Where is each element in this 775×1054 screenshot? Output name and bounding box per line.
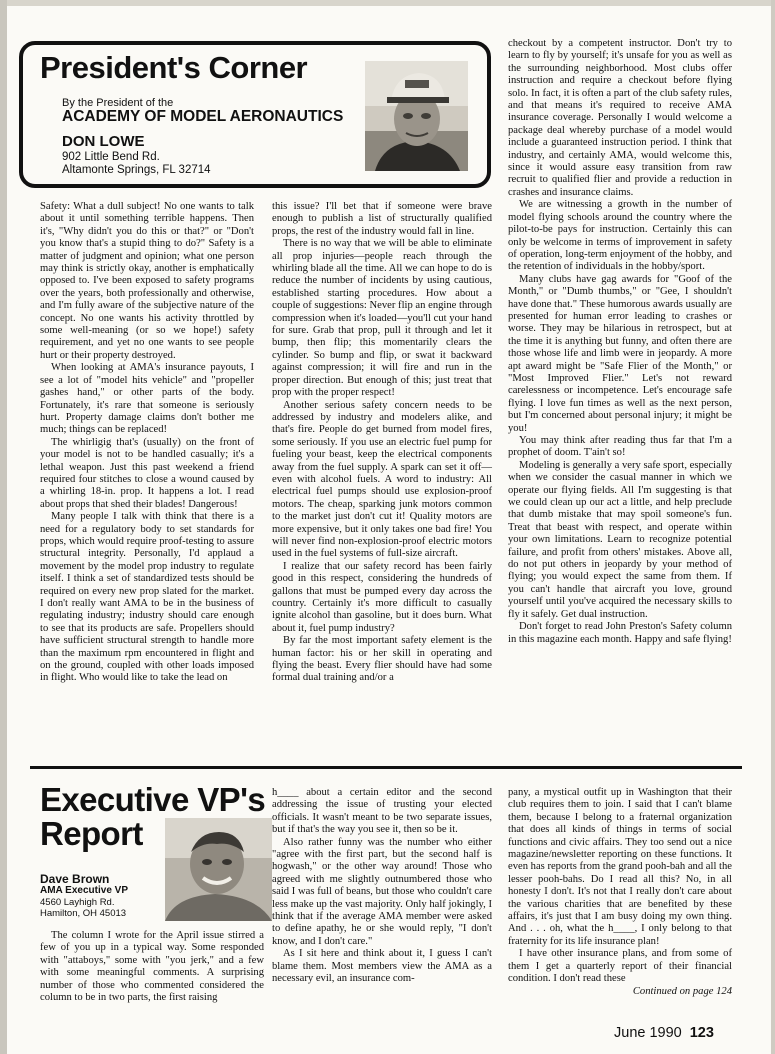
evp-column-3 (508, 787, 732, 998)
paragraph: As I sit here and think about it, I guess I can't blame them. Most members view the AMA as a necessary evil, an insurance com- (272, 948, 492, 985)
paragraph: The column I wrote for the April issue stirred a few of you up in a typical way. Some responded with "attaboys," some with "you jerk," and a few with some meaningful comments. A surprising number of those who commented considered the column to be in two parts, the first raising (40, 930, 264, 1004)
evp-address-line2: Hamilton, OH 45013 (40, 908, 127, 919)
paragraph: Modeling is generally a very safe sport, especially when we consider the casual manner in which we operate our flying fields. All I'm suggesting is that we could clean up our act a little, and help preclude that dumb mistake that may spoil someone's fun. Treat that beast with respect, and operate within your own limitations. Learn to recognize potential failure, and profit from others' mistakes. Above all, do not put others in jeopardy by your method of flying; you would expect the same from them. If you can't handle that aircraft you love, ground yourself until you've acquired the necessary skills to fly it safely. Get dual instruction. (508, 459, 732, 620)
evp-address-line1: 4560 Layhigh Rd. (40, 897, 115, 908)
evp-title-line2: Report (40, 815, 143, 852)
president-address-line2: Altamonte Springs, FL 32714 (62, 164, 211, 176)
evp-title-line1: Executive VP's (40, 781, 266, 818)
article-column-3 (508, 38, 732, 646)
paragraph: I realize that our safety record has been fairly good in this respect, considering the hundreds of gallons that must be pumped every day across the country. Certainly it's more difficult to casually ignite alcohol than gasoline, but it does burn. What about it, fuel pump industry? (272, 560, 492, 634)
president-photo (365, 61, 468, 171)
section-divider (30, 766, 742, 769)
scan-edge-right (771, 0, 775, 1054)
paragraph: By far the most important safety element is the human factor: his or her skill in operating and flying the beast. Every flier should have had some formal dual training and/or a (272, 635, 492, 684)
paragraph: Don't forget to read John Preston's Safety column in this magazine each month. Happy and safe flying! (508, 621, 732, 645)
evp-name: Dave Brown (40, 872, 110, 886)
continued-note: Continued on page 124 (632, 985, 732, 997)
evp-photo (165, 818, 272, 921)
paragraph: There is no way that we will be able to eliminate all prop injuries—people reach through the whirling blade all the time. All we can hope to do is reduce the number of incidents by using cautious, established starting procedures. How about a couple of suggestions: Never flip an engine through compression when it's loaded—you'll cut your hand for sure. Grab that prop, pull it through and let it bump, then flip; this momentarily clears the cylinder. So bump and flip, or swat it backward against compression; it will fire and run in the proper direction. But enough of this; just treat that prop with the proper respect! (272, 238, 492, 399)
president-org: ACADEMY OF MODEL AERONAUTICS (62, 108, 344, 125)
paragraph: The whirligig that's (usually) on the front of your model is not to be handled casually; it's a lethal weapon. Just this past weekend a friend required four stitches to close a wound caused by a whirling 18-in. prop. It happens a lot. I read about props that shed their blades! Dangerous! (40, 436, 254, 510)
paragraph: Many people I talk with think that there is a need for a regulatory body to set standards for props, which would require proof-testing to assure structural integrity. Personally, I'd applaud a movement by the model prop industry to regulate itself. I think a set of standardized tests should be required on every new prop slated for the market. I don't really want AMA to be in the business of regulating industry; industry should care enough to see that its products are safe. Propellers should have sufficient structural strength to handle more than the maximum rpm encountered in flight and on the ground, coupled with other loads imposed in flight. Who would like to take the lead on (40, 511, 254, 684)
scan-edge-left (0, 0, 7, 1054)
paragraph: this issue? I'll bet that if someone were brave enough to publish a list of structurally qualified props, the rest of the industry would fall in line. (272, 201, 492, 237)
paragraph: I have other insurance plans, and from some of them I get a quarterly report of their financial condition. I don't read these (508, 948, 732, 985)
paragraph: We are witnessing a growth in the number of model flying schools around the country where the pilot-to-be pays for instruction. Certainly this can only be welcome in terms of improvement in safety of operation, long-term enjoyment of the hobby, and the retention of individuals in the hobby/sport. (508, 199, 732, 273)
page-number: 123 (689, 1025, 714, 1041)
issue-date: June 1990 (614, 1025, 682, 1041)
article-column-1 (40, 201, 254, 685)
evp-column-1 (40, 930, 264, 1004)
president-title: President's Corner (40, 50, 308, 85)
evp-role: AMA Executive VP (40, 885, 128, 896)
paragraph: pany, a mystical outfit up in Washington that their club requires them to join. I said that I can't blame them, because I belong to a fraternal organization that does all kinds of things in terms of social functions and civic affairs. They too send out a nice magazine/newsletter reporting on these functions. It even has reports from the grand pooh-bah and all the lesser pooh-bahs. Do I read all this? No, in all honesty I don't. It's not that I really don't care about the various charities that are benefited by these affairs, it's just that I am busy doing my own thing. And . . . oh, what the h____, I only belong to that fraternity for its life insurance plan! (508, 787, 732, 947)
paragraph: h____ about a certain editor and the second addressing the issue of trusting your elected officials. It wasn't meant to be two separate issues, but if that's the way you see it, then so be it. (272, 787, 492, 836)
president-address-line1: 902 Little Bend Rd. (62, 151, 160, 163)
scan-edge-top (0, 0, 775, 6)
article-column-2 (272, 201, 492, 685)
paragraph: Safety: What a dull subject! No one wants to talk about it until something terrible happens. Then it's, "Why didn't you do this or that?" or "Don't you know that's a stupid thing to do?" Safety is a matter of judgment and opinion; what one person may think is strictly okay, another is emphatically opposed to. I've been exposed to safety programs over the years, both professionally and otherwise, and I'm fully aware of the subjective nature of the concept. No one wants his activity throttled by some well-meaning (or so we hope!) safety requirement, and yet no one wants to see people hurt or their property destroyed. (40, 201, 254, 361)
paragraph: Another serious safety concern needs to be addressed by industry and modelers alike, and that's fire. People do get burned from model fires, some seriously. If you use an electric fuel pump for fueling your beast, keep the electrical components away from the fuel supply. A spark can set it off—even with alcohol fuels. A word to industry: All electrical fuel pumps should use explosion-proof motors. The cheap, sparking junk motors common to the market just don't cut it! Quality motors are more expensive, but it only takes one bad fire! You will never find non-explosion-proof electric motors used in the fuel systems of full-size aircraft. (272, 399, 492, 560)
evp-column-2 (272, 787, 492, 986)
paragraph: Also rather funny was the number who either "agree with the first part, but the second half is hogwash," or the other way around! Those who agreed with me slightly outnumbered those who said I was full of beans, but those who couldn't care less make up the vast majority. Only half jokingly, I think that if the average AMA member were asked to define apathy, he or she would reply, "I don't know, and I don't care." (272, 836, 492, 947)
paragraph: You may think after reading thus far that I'm a prophet of doom. T'ain't so! (508, 435, 732, 459)
page-footer (614, 1025, 714, 1041)
paragraph: Many clubs have gag awards for "Goof of the Month," or "Dumb thumbs," or "Gee, I shouldn't have done that." These humorous awards usually are presented for human error leading to crashes or worse. They may be hilarious in retrospect, but at the time it is anything but funny, and often there are those whose life and limb were in jeopardy. A more apt award might be "Safe Flier of the Month," or "Most Improved Flier." Let's not reward carelessness or incompetence. Let's encourage safe flying. I love fun times as well as the next person, but I'm concerned about personal injury; it might be you! (508, 273, 732, 434)
president-byline: By the President of the (62, 97, 174, 109)
president-name: DON LOWE (62, 133, 145, 150)
paragraph: When looking at AMA's insurance payouts, I see a lot of "model hits vehicle" and "propeller gashes hand," or other parts of the body. Fortunately, it's rare that someone is seriously hurt. Property damage claims don't bother me much; things can be replaced! (40, 362, 254, 436)
paragraph: checkout by a competent instructor. Don't try to learn to fly by yourself; it's unsafe for you as well as the surrounding neighborhood. Most clubs offer instruction and require a checkout before flying solo. In fact, it is often a part of the club safety rules, and that means it's required to receive AMA insurance coverage. Personally I would welcome a package deal whereby purchase of a model would include a guaranteed instruction period. I think that industry, and certainly AMA, would welcome this, since it would assure easy transition from raw recruit to qualified flier and provide a reduction in crashes and insurance claims. (508, 38, 732, 198)
